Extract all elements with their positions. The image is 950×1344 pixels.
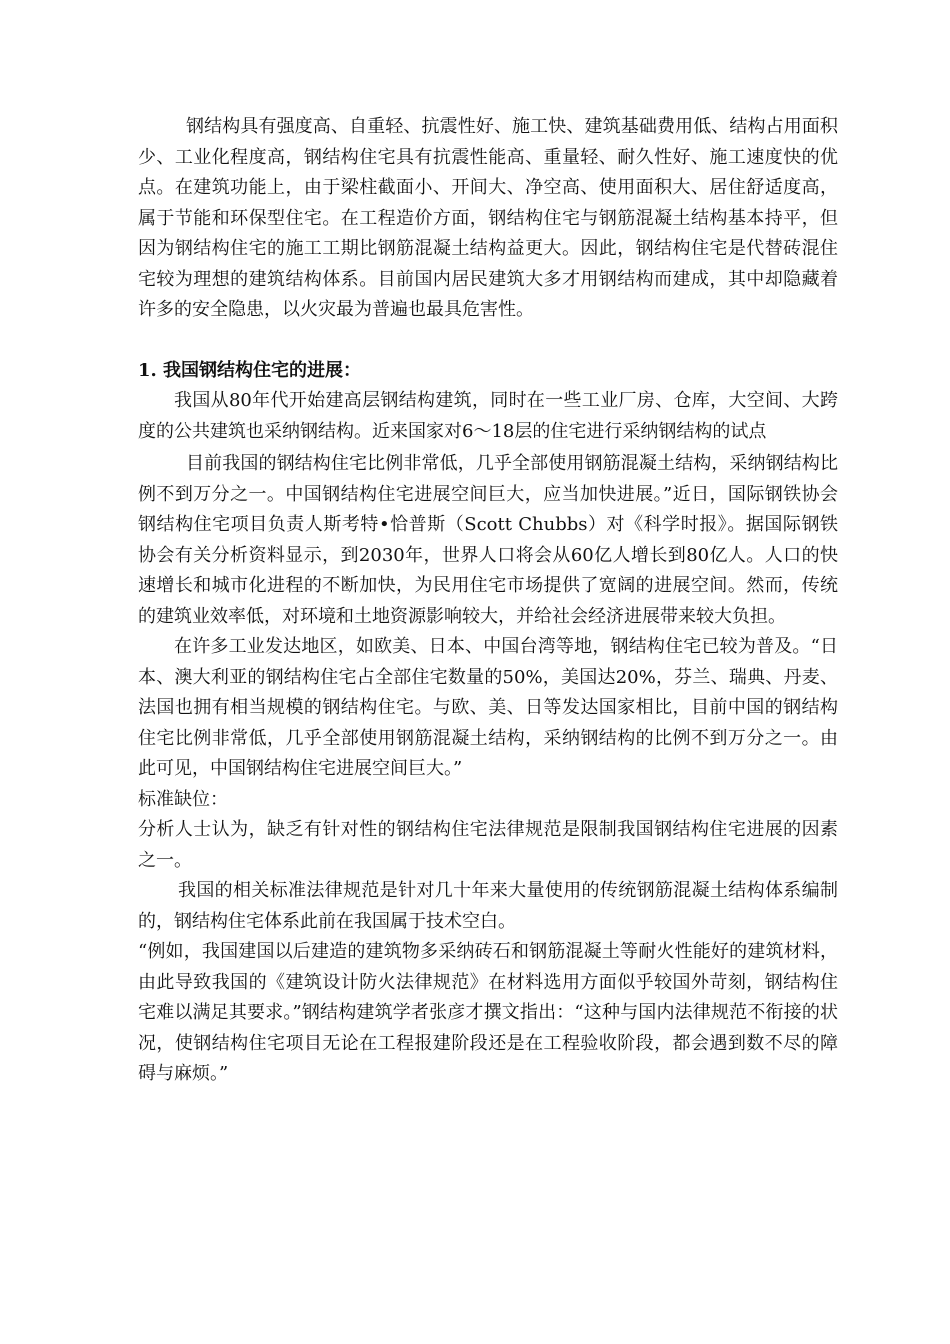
document-body <box>138 112 838 1090</box>
paragraph-subheading-standards: 标准缺位： <box>138 788 228 810</box>
intro-paragraph: 钢结构具有强度高、自重轻、抗震性好、施工快、建筑基础费用低、结构占用面积少、工业化程度高，钢结构住宅具有抗震性能高、重量轻、耐久性好、施工速度快的优点。在建筑功能上，由于梁柱截面小、开间大、净空高、使用面积大、居住舒适度高，属于节能和环保型住宅。在工程造价方面，钢结构住宅与钢筋混凝土结构基本持平，但因为钢结构住宅的施工工期比钢筋混凝土结构益更大。因此，钢结构住宅是代替砖混住宅较为理想的建筑结构体系。目前国内居民建筑大多才用钢结构而建成，其中却隐藏着许多的安全隐患，以火灾最为普遍也最具危害性。 <box>138 116 838 320</box>
paragraph-history: 我国从80年代开始建高层钢结构建筑，同时在一些工业厂房、仓库，大空间、大跨度的公共建筑也采纳钢结构。近来国家对6～18层的住宅进行采纳钢结构的试点 <box>138 390 838 442</box>
paragraph-standards: 我国的相关标准法律规范是针对几十年来大量使用的传统钢筋混凝土结构体系编制的，钢结构住宅体系此前在我国属于技术空白。 <box>138 880 838 932</box>
section-heading: 1. 我国钢结构住宅的进展： <box>138 359 362 381</box>
paragraph-analysis: 分析人士认为，缺乏有针对性的钢结构住宅法律规范是限制我国钢结构住宅进展的因素之一。 <box>138 819 838 871</box>
paragraph-example: “例如，我国建国以后建造的建筑物多采纳砖石和钢筋混凝土等耐火性能好的建筑材料，由此导致我国的《建筑设计防火法律规范》在材料选用方面似乎较国外苛刻，钢结构住宅难以满足其要求。”钢结构建筑学者张彦才撰文指出：“这种与国内法律规范不衔接的状况，使钢结构住宅项目无论在工程报建阶段还是在工程验收阶段，都会遇到数不尽的障碍与麻烦。” <box>138 941 838 1084</box>
paragraph-current-status: 目前我国的钢结构住宅比例非常低，几乎全部使用钢筋混凝土结构，采纳钢结构比例不到万分之一。中国钢结构住宅进展空间巨大，应当加快进展。”近日，国际钢铁协会钢结构住宅项目负责人斯考特•恰普斯（Scott Chubbs）对《科学时报》。据国际钢铁协会有关分析资料显示，到2030年，世界人口将会从60亿人增长到80亿人。人口的快速增长和城市化进程的不断加快，为民用住宅市场提供了宽阔的进展空间。然而，传统的建筑业效率低，对环境和土地资源影响较大，并给社会经济进展带来较大负担。 <box>138 453 838 627</box>
paragraph-international: 在许多工业发达地区，如欧美、日本、中国台湾等地，钢结构住宅已较为普及。“日本、澳大利亚的钢结构住宅占全部住宅数量的50%，美国达20%，芬兰、瑞典、丹麦、法国也拥有相当规模的钢结构住宅。与欧、美、日等发达国家相比，目前中国的钢结构住宅比例非常低，几乎全部使用钢筋混凝土结构，采纳钢结构的比例不到万分之一。由此可见，中国钢结构住宅进展空间巨大。” <box>138 636 838 779</box>
